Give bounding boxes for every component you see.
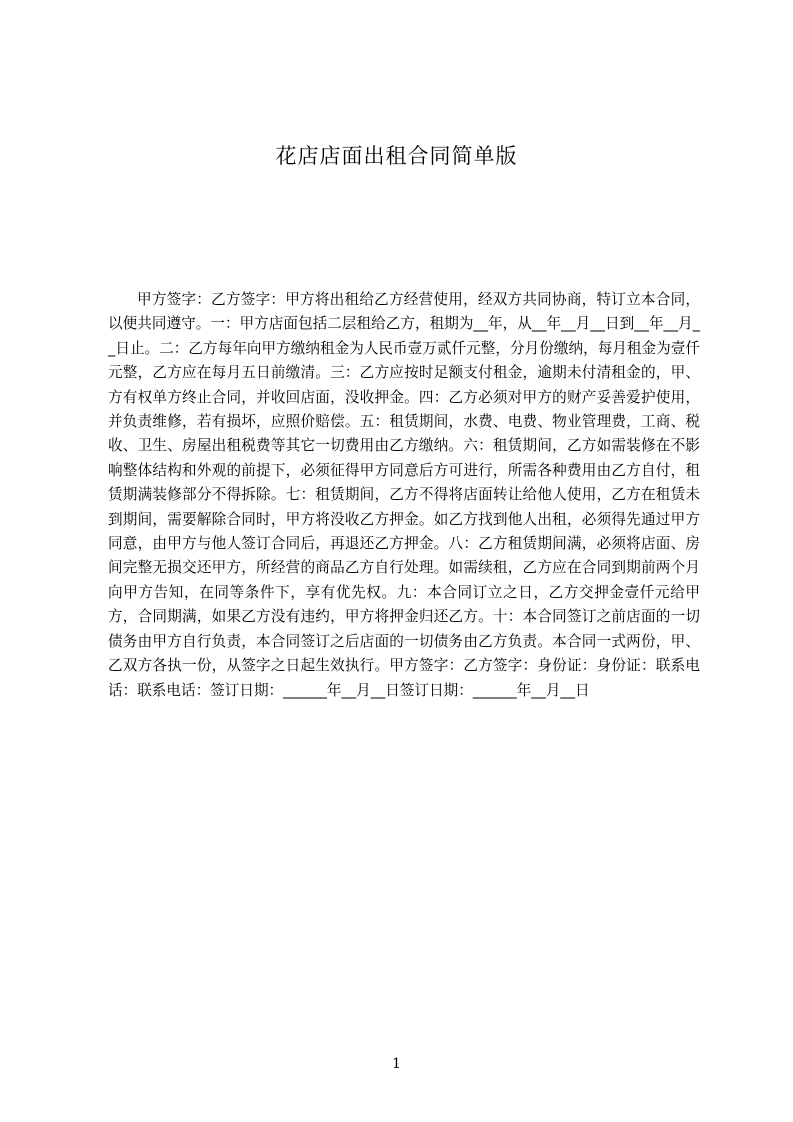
page-number: 1 xyxy=(392,1056,401,1072)
contract-body: 甲方签字：乙方签字：甲方将出租给乙方经营使用，经双方共同协商，特订立本合同，以便共同遵守。一：甲方店面包括二层租给乙方，租期为__年，从__年__月__日到__年__月__日止。二：乙方每年向甲方缴纳租金为人民币壹万贰仟元整，分月份缴纳，每月租金为壹仟元整，乙方应在每月五日前缴清。三：乙方应按时足额支付租金，逾期未付清租金的，甲、方有权单方终止合同，并收回店面，没收押金。四：乙方必须对甲方的财产妥善爱护使用，并负责维修，若有损坏，应照价赔偿。五：租赁期间，水费、电费、物业管理费，工商、税收、卫生、房屋出租税费等其它一切费用由乙方缴纳。六：租赁期间，乙方如需装修在不影响整体结构和外观的前提下，必须征得甲方同意后方可进行，所需各种费用由乙方自付，租赁期满装修部分不得拆除。七：租赁期间，乙方不得将店面转让给他人使用，乙方在租赁未到期间，需要解除合同时，甲方将没收乙方押金。如乙方找到他人出租，必须得先通过甲方同意，由甲方与他人签订合同后，再退还乙方押金。八：乙方租赁期间满，必须将店面、房间完整无损交还甲方，所经营的商品乙方自行处理。如需续租，乙方应在合同到期前两个月向甲方告知，在同等条件下，享有优先权。九：本合同订立之日，乙方交押金壹仟元给甲方，合同期满，如果乙方没有违约，甲方将押金归还乙方。十：本合同签订之前店面的一切债务由甲方自行负责，本合同签订之后店面的一切债务由乙方负责。本合同一式两份，甲、乙双方各执一份，从签字之日起生效执行。甲方签字：乙方签字：身份证：身份证：联系电话：联系电话：签订日期：______年__月__日签订日期：______年__月__日 xyxy=(108,291,700,699)
document-title: 花店店面出租合同简单版 xyxy=(275,144,518,168)
